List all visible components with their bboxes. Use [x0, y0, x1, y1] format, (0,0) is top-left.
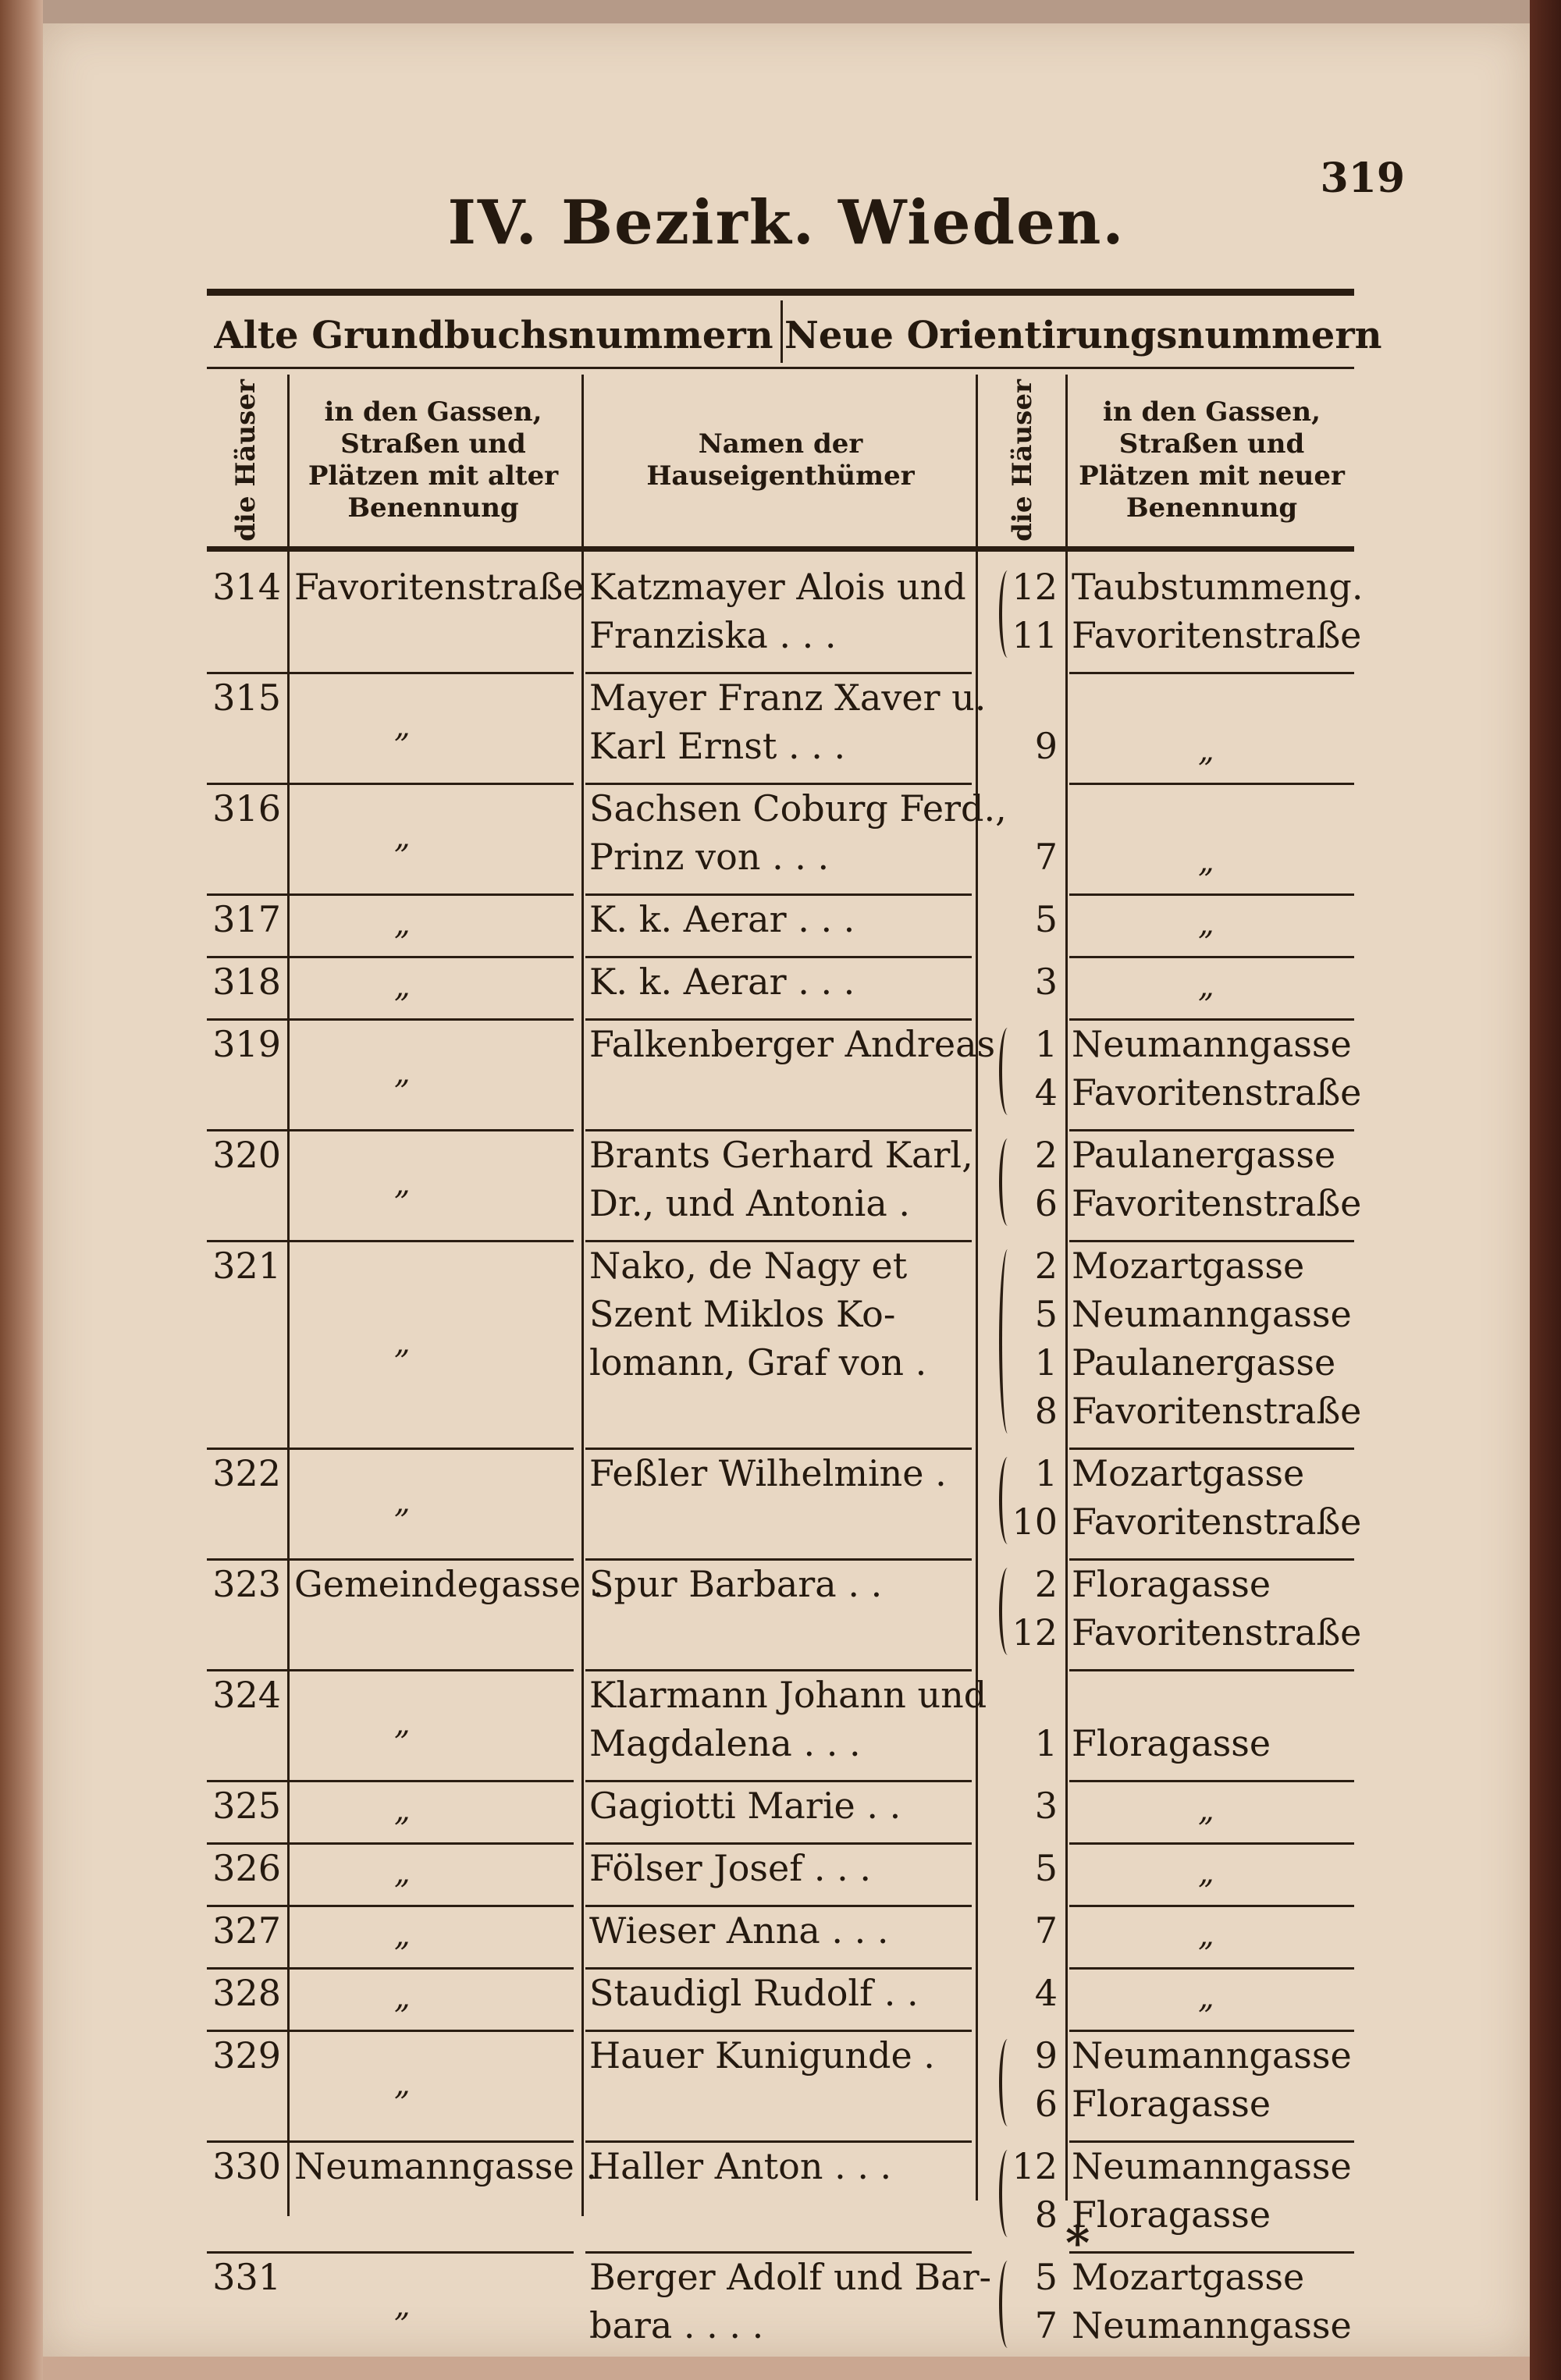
owner-name: Falkenberger Andreas	[589, 1023, 996, 1065]
owner-name: lomann, Graf von .	[589, 1341, 927, 1384]
old-house-number: 331	[212, 2256, 281, 2298]
header-rule	[207, 367, 1354, 369]
new-street: Favoritenstraße	[1072, 614, 1362, 656]
row-rule	[585, 672, 972, 674]
new-house-number: 6	[1034, 2083, 1058, 2125]
row-rule	[585, 1448, 972, 1450]
owner-name: Hauer Kunigunde .	[589, 2034, 935, 2076]
row-rule	[585, 1905, 972, 1907]
row-rule	[207, 1780, 574, 1782]
book-page	[43, 23, 1530, 2357]
ditto-mark: „	[394, 1166, 411, 1202]
ditto-mark: „	[1198, 968, 1214, 1004]
owner-name: Haller Anton . . .	[589, 2145, 892, 2187]
row-rule	[585, 893, 972, 896]
page-number: 319	[1320, 155, 1405, 202]
row-rule	[585, 1967, 972, 1970]
new-street: Favoritenstraße	[1072, 1182, 1362, 1224]
ditto-mark: „	[394, 1055, 411, 1091]
ditto-mark: „	[394, 906, 411, 942]
ditto-mark: „	[394, 2288, 411, 2324]
new-house-number: 1	[1034, 1341, 1058, 1384]
new-street: Floragasse	[1072, 1722, 1271, 1764]
ditto-mark: „	[394, 1980, 411, 2016]
row-rule	[1069, 1558, 1354, 1561]
brace-icon	[999, 2261, 1016, 2348]
owner-name: Fölser Josef . . .	[589, 1847, 871, 1889]
new-street: Paulanergasse	[1072, 1134, 1336, 1176]
row-rule	[585, 1558, 972, 1561]
old-house-number: 318	[212, 961, 281, 1003]
brace-icon	[999, 1249, 1016, 1433]
owner-name: Gagiotti Marie . .	[589, 1785, 901, 1827]
ditto-mark: „	[394, 2066, 411, 2102]
owner-name: Szent Miklos Ko-	[589, 1293, 896, 1335]
new-street: Favoritenstraße	[1072, 1390, 1362, 1432]
row-rule	[585, 2140, 972, 2143]
new-street: Mozartgasse	[1072, 1452, 1305, 1494]
ditto-mark: „	[1198, 1917, 1214, 1953]
row-rule	[207, 1558, 574, 1561]
owner-name: Nako, de Nagy et	[589, 1245, 908, 1287]
owner-name: Dr., und Antonia .	[589, 1182, 911, 1224]
row-rule	[207, 1129, 574, 1131]
old-house-number: 326	[212, 1847, 281, 1889]
owner-name: Karl Ernst . . .	[589, 725, 846, 767]
brace-icon	[999, 1457, 1016, 1544]
group-divider	[780, 300, 783, 363]
old-house-number: 327	[212, 1909, 281, 1952]
new-street: Favoritenstraße	[1072, 1611, 1362, 1654]
page-title: IV. Bezirk. Wieden.	[447, 187, 1125, 258]
owner-name: Klarmann Johann und	[589, 1674, 987, 1716]
new-street: Favoritenstraße	[1072, 1071, 1362, 1114]
new-house-number: 1	[1034, 1722, 1058, 1764]
ditto-mark: „	[1198, 733, 1214, 769]
column-rule	[976, 375, 978, 2201]
row-rule	[585, 1240, 972, 1242]
owner-name: Berger Adolf und Bar-	[589, 2256, 992, 2298]
new-house-number: 12	[1012, 566, 1058, 608]
row-rule	[585, 2251, 972, 2254]
new-house-number: 8	[1034, 2194, 1058, 2236]
old-house-number: 330	[212, 2145, 281, 2187]
owner-name: K. k. Aerar . . .	[589, 898, 855, 940]
brace-icon	[999, 2039, 1016, 2126]
row-rule	[1069, 893, 1354, 896]
column-rule	[581, 375, 584, 2216]
brace-icon	[999, 1568, 1016, 1655]
old-house-number: 317	[212, 898, 281, 940]
page-edge-bottom	[43, 2357, 1530, 2380]
owner-name: Staudigl Rudolf . .	[589, 1972, 919, 2014]
row-rule	[585, 1669, 972, 1671]
owner-name: Wieser Anna . . .	[589, 1909, 889, 1952]
owner-name: Katzmayer Alois und	[589, 566, 966, 608]
row-rule	[585, 956, 972, 958]
new-street: Mozartgasse	[1072, 2256, 1305, 2298]
row-rule	[1069, 1448, 1354, 1450]
new-house-number: 3	[1034, 1785, 1058, 1827]
new-street: Floragasse	[1072, 2194, 1271, 2236]
row-rule	[207, 1842, 574, 1845]
row-rule	[1069, 956, 1354, 958]
row-rule	[1069, 1669, 1354, 1671]
new-house-number: 2	[1034, 1134, 1058, 1176]
new-house-number: 10	[1012, 1501, 1058, 1543]
old-house-number: 321	[212, 1245, 281, 1287]
group-header-new: Neue Orientirungsnummern	[784, 314, 1382, 357]
ditto-mark: „	[1198, 1980, 1214, 2016]
new-house-number: 12	[1012, 2145, 1058, 2187]
brace-icon	[999, 1028, 1016, 1115]
ditto-mark: „	[394, 1855, 411, 1891]
row-rule	[1069, 1842, 1354, 1845]
new-street: Mozartgasse	[1072, 1245, 1305, 1287]
new-house-number: 1	[1034, 1023, 1058, 1065]
brace-icon	[999, 570, 1016, 658]
old-house-number: 329	[212, 2034, 281, 2076]
row-rule	[207, 783, 574, 785]
new-street: Paulanergasse	[1072, 1341, 1336, 1384]
column-rule	[1065, 375, 1068, 2201]
brace-icon	[999, 2150, 1016, 2237]
col-header-old-streets: in den Gassen, Straßen und Plätzen mit alter Benennung	[308, 396, 559, 524]
new-house-number: 6	[1034, 1182, 1058, 1224]
owner-name: Franziska . . .	[589, 614, 837, 656]
row-rule	[1069, 1967, 1354, 1970]
new-house-number: 8	[1034, 1390, 1058, 1432]
owner-name: Mayer Franz Xaver u.	[589, 677, 987, 719]
old-house-number: 328	[212, 1972, 281, 2014]
new-house-number: 4	[1034, 1071, 1058, 1114]
ditto-mark: „	[1198, 1855, 1214, 1891]
owner-name: Feßler Wilhelmine .	[589, 1452, 947, 1494]
new-house-number: 7	[1034, 1909, 1058, 1952]
ditto-mark: „	[394, 1484, 411, 1520]
old-house-number: 320	[212, 1134, 281, 1176]
row-rule	[585, 783, 972, 785]
new-house-number: 5	[1034, 2256, 1058, 2298]
row-rule	[1069, 783, 1354, 785]
ditto-mark: „	[394, 1325, 411, 1361]
page-edge	[1530, 0, 1561, 2380]
col-header-old-houses: die Häuser	[230, 379, 261, 542]
old-house-number: 322	[212, 1452, 281, 1494]
row-rule	[1069, 672, 1354, 674]
owner-name: Spur Barbara . .	[589, 1563, 883, 1605]
column-rule	[287, 375, 290, 2216]
old-street: Neumanngasse .	[294, 2145, 597, 2187]
new-street: Floragasse	[1072, 2083, 1271, 2125]
new-house-number: 7	[1034, 836, 1058, 878]
group-header-old: Alte Grundbuchsnummern	[214, 314, 773, 357]
new-street: Favoritenstraße	[1072, 1501, 1362, 1543]
col-header-new-houses: die Häuser	[1007, 379, 1038, 542]
old-house-number: 315	[212, 677, 281, 719]
row-rule	[207, 956, 574, 958]
new-house-number: 2	[1034, 1245, 1058, 1287]
owner-name: K. k. Aerar . . .	[589, 961, 855, 1003]
new-street: Floragasse	[1072, 1563, 1271, 1605]
old-house-number: 325	[212, 1785, 281, 1827]
footnote-mark: *	[1065, 2216, 1090, 2271]
row-rule	[585, 2030, 972, 2032]
old-street: Favoritenstraße	[294, 566, 585, 608]
top-rule	[207, 289, 1354, 296]
new-house-number: 3	[1034, 961, 1058, 1003]
new-house-number: 1	[1034, 1452, 1058, 1494]
ditto-mark: „	[394, 1917, 411, 1953]
owner-name: Brants Gerhard Karl,	[589, 1134, 973, 1176]
new-street: Taubstummeng.	[1072, 566, 1364, 608]
row-rule	[207, 1669, 574, 1671]
ditto-mark: „	[394, 968, 411, 1004]
new-street: Neumanngasse	[1072, 1293, 1352, 1335]
ditto-mark: „	[394, 1706, 411, 1742]
new-house-number: 9	[1034, 2034, 1058, 2076]
row-rule	[207, 672, 574, 674]
row-rule	[1069, 1905, 1354, 1907]
ditto-mark: „	[394, 1792, 411, 1828]
brace-icon	[999, 1138, 1016, 1226]
new-house-number: 4	[1034, 1972, 1058, 2014]
ditto-mark: „	[1198, 1792, 1214, 1828]
ditto-mark: „	[1198, 844, 1214, 879]
col-header-owners: Namen der Hauseigenthümer	[646, 428, 915, 492]
row-rule	[207, 893, 574, 896]
new-house-number: 9	[1034, 725, 1058, 767]
header-bottom-rule	[207, 546, 1354, 552]
row-rule	[1069, 1018, 1354, 1021]
ditto-mark: „	[1198, 906, 1214, 942]
owner-name: Sachsen Coburg Ferd.,	[589, 787, 1007, 829]
row-rule	[585, 1842, 972, 1845]
row-rule	[585, 1018, 972, 1021]
row-rule	[1069, 2030, 1354, 2032]
old-house-number: 314	[212, 566, 281, 608]
ditto-mark: „	[394, 819, 411, 855]
row-rule	[1069, 1240, 1354, 1242]
new-street: Neumanngasse	[1072, 2304, 1352, 2346]
row-rule	[207, 2030, 574, 2032]
old-house-number: 323	[212, 1563, 281, 1605]
owner-name: bara . . . .	[589, 2304, 764, 2346]
row-rule	[1069, 1129, 1354, 1131]
row-rule	[1069, 2251, 1354, 2254]
row-rule	[585, 1780, 972, 1782]
old-street: Gemeindegasse .	[294, 1563, 604, 1605]
row-rule	[207, 1240, 574, 1242]
row-rule	[207, 1905, 574, 1907]
row-rule	[207, 1448, 574, 1450]
ditto-mark: „	[394, 709, 411, 744]
row-rule	[1069, 1780, 1354, 1782]
col-header-new-streets: in den Gassen, Straßen und Plätzen mit neuer Benennung	[1079, 396, 1345, 524]
new-house-number: 5	[1034, 898, 1058, 940]
new-house-number: 11	[1012, 614, 1058, 656]
new-house-number: 2	[1034, 1563, 1058, 1605]
row-rule	[207, 1967, 574, 1970]
old-house-number: 324	[212, 1674, 281, 1716]
book-spine	[0, 0, 43, 2380]
new-house-number: 5	[1034, 1293, 1058, 1335]
address-table	[207, 289, 1382, 2346]
owner-name: Magdalena . . .	[589, 1722, 861, 1764]
owner-name: Prinz von . . .	[589, 836, 830, 878]
row-rule	[207, 2140, 574, 2143]
row-rule	[207, 2251, 574, 2254]
new-street: Neumanngasse	[1072, 2034, 1352, 2076]
new-street: Neumanngasse	[1072, 1023, 1352, 1065]
row-rule	[1069, 2140, 1354, 2143]
new-street: Neumanngasse	[1072, 2145, 1352, 2187]
new-house-number: 12	[1012, 1611, 1058, 1654]
old-house-number: 319	[212, 1023, 281, 1065]
new-house-number: 7	[1034, 2304, 1058, 2346]
row-rule	[585, 1129, 972, 1131]
new-house-number: 5	[1034, 1847, 1058, 1889]
old-house-number: 316	[212, 787, 281, 829]
row-rule	[207, 1018, 574, 1021]
